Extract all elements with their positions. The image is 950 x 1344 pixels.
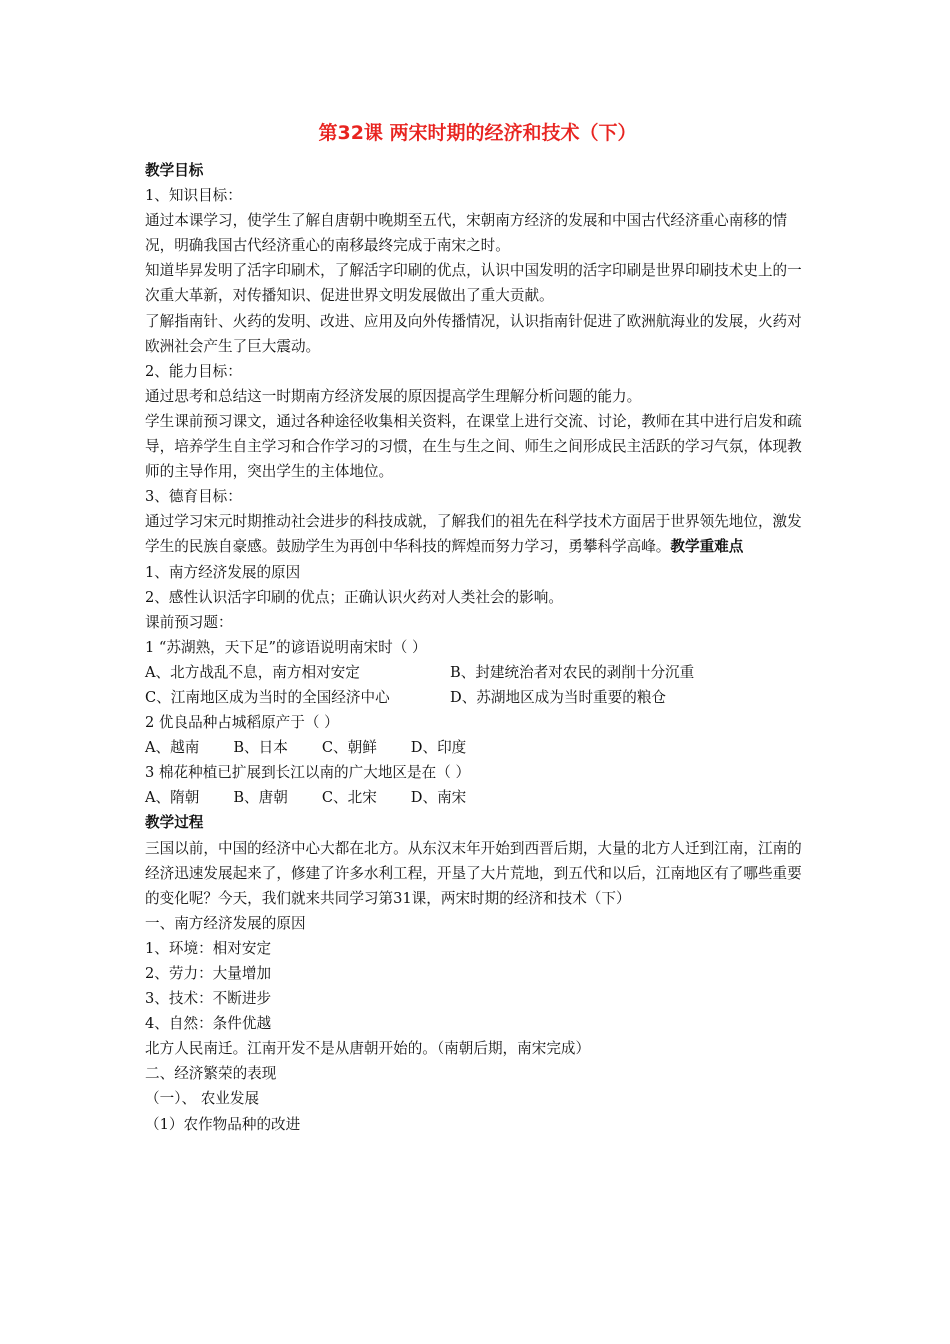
option-c: C、北宋 [321, 789, 377, 807]
section-1-item-2: 2、劳力：大量增加 [145, 965, 272, 982]
section-1-item-4: 4、自然：条件优越 [145, 1015, 272, 1033]
question-1-options-row-1 [145, 660, 810, 685]
question-3: 3 棉花种植已扩展到长江以南的广大地区是在（ ） [145, 764, 471, 782]
page-title: 第32课 两宋时期的经济和技术（下） [318, 122, 637, 144]
key-point-2: 2、感性认识活字印刷的优点；正确认识火药对人类社会的影响。 [145, 588, 563, 606]
question-3-options [145, 785, 810, 810]
question-1: 1 “苏湖熟，天下足”的谚语说明南宋时（ ） [145, 638, 427, 656]
knowledge-paragraph-3: 了解指南针、火药的发明、改进、应用及向外传播情况，认识指南针促进了欧洲航海业的发展，火药对欧洲社会产生了巨大震动。 [145, 312, 802, 355]
section-1-heading: 一、南方经济发展的原因 [145, 914, 306, 932]
option-d: D、南宋 [410, 789, 467, 807]
option-a: A、越南 [145, 739, 200, 757]
option-b: B、日本 [233, 739, 288, 757]
section-1-item-3: 3、技术：不断进步 [145, 990, 272, 1008]
moral-text: 通过学习宋元时期推动社会进步的科技成就，了解我们的祖先在科学技术方面居于世界领先地位，激发学生的民族自豪感。鼓励学生为再创中华科技的辉煌而努力学习，勇攀科学高峰。 [145, 513, 802, 556]
knowledge-paragraph-1: 通过本课学习，使学生了解自唐朝中晚期至五代，宋朝南方经济的发展和中国古代经济重心南移的情况，明确我国古代经济重心的南移最终完成于南宋之时。 [145, 212, 788, 255]
key-point-1: 1、南方经济发展的原因 [145, 563, 301, 581]
section-1-note: 北方人民南迁。江南开发不是从唐朝开始的。（南朝后期，南宋完成） [145, 1040, 591, 1058]
process-paragraph: 三国以前，中国的经济中心大都在北方。从东汉末年开始到西晋后期，大量的北方人迁到江南，江南的经济迅速发展起来了，修建了许多水利工程，开垦了大片荒地，到五代和以后，江南地区有了哪些重要的变化呢？今天，我们就来共同学习第31课，两宋时期的经济和技术（下） [145, 839, 802, 907]
knowledge-paragraph-2: 知道毕昇发明了活字印刷术，了解活字印刷的优点，认识中国发明的活字印刷是世界印刷技术史上的一次重大革新，对传播知识、促进世界文明发展做出了重大贡献。 [145, 262, 802, 305]
preview-heading: 课前预习题： [145, 613, 233, 631]
option-d: D、苏湖地区成为当时重要的粮仓 [450, 688, 667, 706]
ability-heading: 2、能力目标： [145, 362, 242, 380]
section-2-subheading: （一）、 农业发展 [145, 1090, 260, 1108]
moral-heading: 3、德育目标： [145, 488, 242, 506]
knowledge-heading: 1、知识目标： [145, 187, 242, 205]
option-a: A、隋朝 [145, 789, 200, 807]
option-c: C、江南地区成为当时的全国经济中心 [145, 688, 390, 706]
ability-paragraph-1: 通过思考和总结这一时期南方经济发展的原因提高学生理解分析问题的能力。 [145, 387, 642, 405]
section-2-heading: 二、经济繁荣的表现 [145, 1065, 277, 1083]
process-heading: 教学过程 [145, 814, 204, 832]
question-1-options-row-2 [145, 685, 810, 710]
ability-paragraph-2: 学生课前预习课文，通过各种途径收集相关资料，在课堂上进行交流、讨论，教师在其中进行启发和疏导，培养学生自主学习和合作学习的习惯，在生与生之间、师生之间形成民主活跃的学习气氛，体现教师的主导作用，突出学生的主体地位。 [145, 412, 802, 481]
key-heading: 教学重难点 [670, 538, 744, 556]
option-c: C、朝鲜 [321, 739, 377, 757]
question-2-options [145, 735, 810, 760]
moral-paragraph [145, 509, 810, 559]
question-2: 2 优良品种占城稻原产于（ ） [145, 714, 339, 732]
option-a: A、北方战乱不息，南方相对安定 [145, 663, 360, 681]
option-b: B、封建统治者对农民的剥削十分沉重 [450, 663, 695, 681]
section-1-item-1: 1、环境：相对安定 [145, 939, 272, 957]
document-page [145, 120, 810, 1137]
section-2-item-1: （1）农作物品种的改进 [145, 1115, 301, 1133]
option-d: D、印度 [410, 739, 467, 757]
goals-heading: 教学目标 [145, 162, 204, 179]
option-b: B、唐朝 [233, 789, 288, 807]
